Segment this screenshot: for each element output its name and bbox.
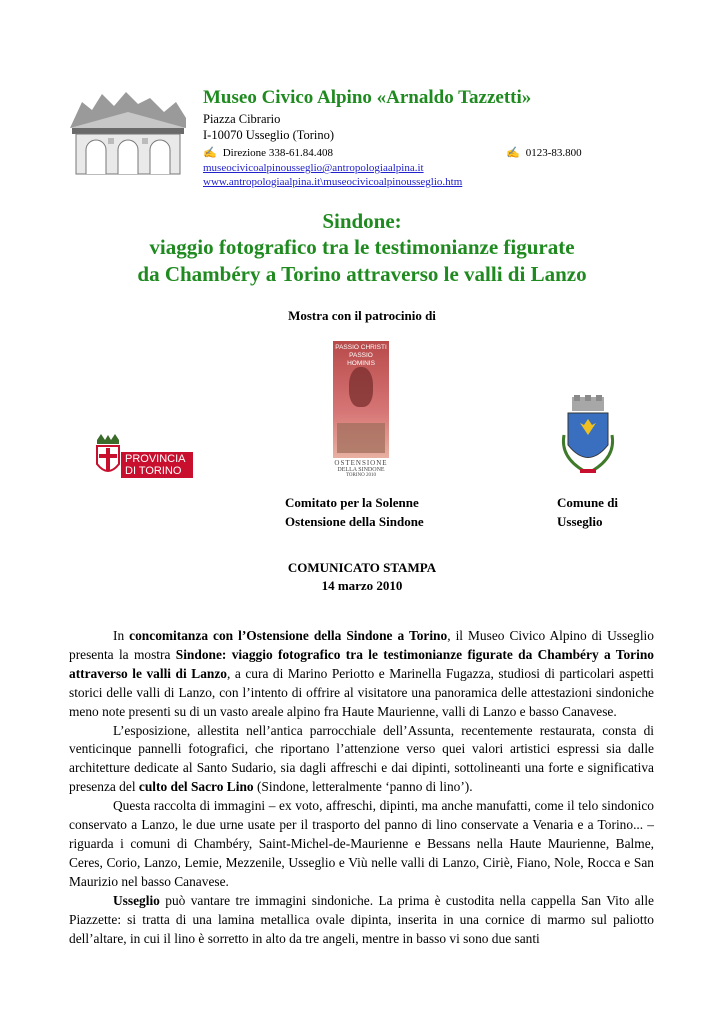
- pen-icon: ✍: [203, 147, 217, 159]
- website-link[interactable]: www.antropologiaalpina.it\museocivicoalpinousseglio.htm: [203, 176, 463, 188]
- museum-logo: [68, 88, 188, 178]
- phone-office: 0123-83.800: [525, 147, 582, 159]
- p1-text-a: In: [113, 628, 130, 643]
- patronage-label: Mostra con il patrocinio di: [288, 308, 436, 323]
- comune-caption: [557, 493, 618, 531]
- paragraph-1: [69, 627, 654, 722]
- paragraph-4: [69, 892, 654, 949]
- comune-line-1: Comune di: [557, 495, 619, 510]
- p1-text-c: , il Museo Civico Alpino di Usseglio presenta la mostra: [69, 628, 654, 662]
- pen-icon: ✍: [506, 147, 520, 159]
- comitato-caption: [285, 493, 424, 531]
- shroud-face-icon: [349, 367, 373, 407]
- email-link[interactable]: museocivicoalpinousseglio@antropologiaalpina.it: [203, 162, 424, 174]
- provincia-logo: [93, 434, 193, 480]
- title-line-2: viaggio fotografico tra le testimonianze figurate: [149, 235, 575, 259]
- p2-text-c: (Sindone, letteralmente ‘panno di lino’).: [253, 779, 473, 795]
- address-line-2: I-10070 Usseglio (Torino): [203, 128, 335, 142]
- turin-skyline-icon: [337, 423, 385, 453]
- comune-line-2: Usseglio: [557, 514, 603, 529]
- phone-office-row: [506, 146, 582, 161]
- comitato-line-2: Ostensione della Sindone: [285, 514, 424, 529]
- phone-director-row: [203, 146, 333, 161]
- ostensione-logo: [333, 341, 389, 482]
- press-date: 14 marzo 2010: [321, 578, 403, 593]
- body-text: [69, 627, 654, 948]
- p4-bold-a: Usseglio: [113, 892, 160, 908]
- p1-bold-d: Sindone: viaggio fotografico tra le testimonianze figurate da Chambéry a Torino attraverso le valli di Lanzo: [69, 646, 654, 681]
- p1-text-e: , a cura di Marino Periotto e Marinella Fugazza, studiosi di particolari aspetti storici delle valli di Lanzo, con l’intento di offrire al visitatore una panoramica delle attestazioni sindoniche meno note presenti su di un vasto areale alpino fra Haute Maurienne, valli di Lanzo e basso Canavese.: [69, 665, 654, 719]
- provincia-line-1: PROVINCIA: [125, 453, 186, 465]
- usseglio-coat-of-arms: [558, 395, 618, 480]
- paragraph-2: [69, 722, 654, 798]
- press-label: COMUNICATO STAMPA: [287, 560, 437, 575]
- ostensione-bottom-1: OSTENSIONE: [334, 459, 388, 467]
- p2-text-a: L’esposizione, allestita nell’antica parrocchiale dell’Assunta, recentemente restaurata, consta di venticinque pannelli fotografici, che riportano l’attenzione verso quei valori artistici espressi sia dalle architetture dedicate al Santo Sudario, sia dagli affreschi e dai dipinti, sottolineanti una forte e significativa presenza del: [69, 722, 654, 795]
- comitato-line-1: Comitato per la Solenne: [285, 495, 419, 510]
- p1-bold-b: concomitanza con l’Ostensione della Sindone a Torino: [129, 628, 448, 643]
- address-line-1: Piazza Cibrario: [203, 112, 281, 126]
- paragraph-3: Questa raccolta di immagini – ex voto, affreschi, dipinti, ma anche manufatti, come il telo sindonico conservato a Lanzo, le due urne usate per il trasporto del panno di lino conservate a Venaria e a Torino... – riguarda i comuni di Chambéry, Saint-Michel-de-Maurienne e Bessans nella Haute Maurienne, Balme, Ceres, Corio, Lanzo, Lemie, Mezzenile, Usseglio e Viù nelle valli di Lanzo, Ciriè, Fiano, Nole, Rocca e San Maurizio nel basso Canavese.: [69, 798, 654, 889]
- p2-bold-b: culto del Sacro Lino: [138, 779, 254, 795]
- p4-text-b: può vantare tre immagini sindoniche. La prima è custodita nella cappella San Vito alle Piazzette: si tratta di una lamina metallica ovale dipinta, inserita in una cornice di marmo sul paliotto dell’altare, in cui il lino è sorretto in alto da tre angeli, mentre in basso vi sono due santi: [69, 892, 654, 946]
- ostensione-top-1: PASSIO CHRISTI: [335, 344, 387, 351]
- title-line-3: da Chambéry a Torino attraverso le valli di Lanzo: [137, 262, 587, 286]
- provincia-crest-icon: [93, 434, 123, 480]
- ostensione-top-2: PASSIO HOMINIS: [347, 352, 375, 367]
- provincia-line-2: DI TORINO: [125, 465, 182, 477]
- phone-director: Direzione 338-61.84.408: [222, 147, 333, 159]
- museum-name: Museo Civico Alpino «Arnaldo Tazzetti»: [203, 87, 532, 108]
- ostensione-bottom-3: TORINO 2010: [345, 473, 377, 478]
- title-line-1: Sindone:: [322, 209, 402, 233]
- ostensione-bottom-2: DELLA SINDONE: [337, 467, 385, 473]
